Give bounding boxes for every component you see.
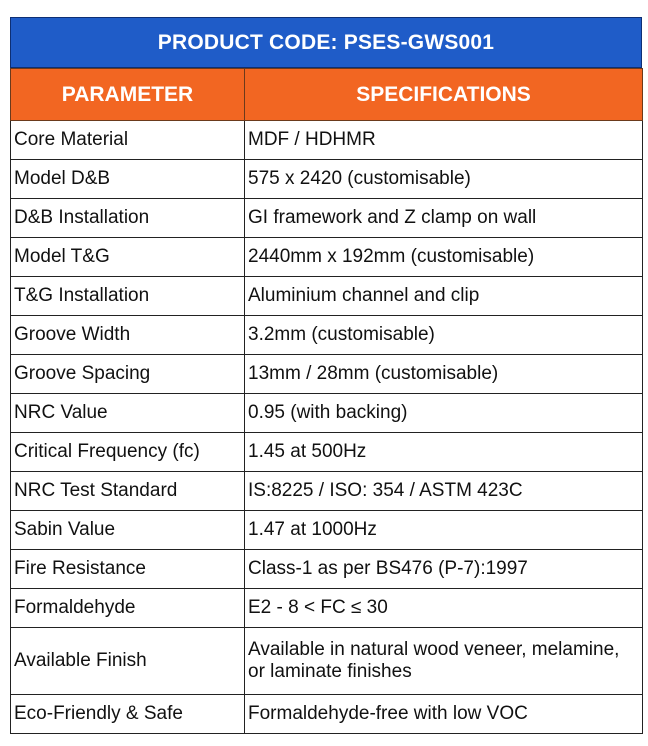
parameter-cell: Critical Frequency (fc) [11,433,245,472]
table-row [11,695,643,734]
spec-cell: 3.2mm (customisable) [245,316,643,355]
specifications-header: SPECIFICATIONS [245,69,643,121]
table-row [11,160,643,199]
parameter-cell: Formaldehyde [11,589,245,628]
spec-cell: IS:8225 / ISO: 354 / ASTM 423C [245,472,643,511]
spec-cell: 0.95 (with backing) [245,394,643,433]
spec-cell: 2440mm x 192mm (customisable) [245,238,643,277]
spec-cell: GI framework and Z clamp on wall [245,199,643,238]
spec-cell: E2 - 8 < FC ≤ 30 [245,589,643,628]
product-code-title: PRODUCT CODE: PSES-GWS001 [10,17,642,68]
spec-cell: 1.45 at 500Hz [245,433,643,472]
header-row [11,69,643,121]
parameter-cell: NRC Value [11,394,245,433]
table-row [11,628,643,695]
parameter-cell: NRC Test Standard [11,472,245,511]
parameter-header: PARAMETER [11,69,245,121]
table-row [11,316,643,355]
spec-cell: Aluminium channel and clip [245,277,643,316]
table-row [11,394,643,433]
parameter-cell: Fire Resistance [11,550,245,589]
spec-cell: Available in natural wood veneer, melamine, or laminate finishes [245,628,643,695]
table-row [11,199,643,238]
parameter-cell: T&G Installation [11,277,245,316]
spec-cell: MDF / HDHMR [245,121,643,160]
table-row [11,277,643,316]
parameter-cell: Sabin Value [11,511,245,550]
parameter-cell: Model D&B [11,160,245,199]
table-row [11,589,643,628]
spec-table [10,68,643,734]
parameter-cell: D&B Installation [11,199,245,238]
table-row [11,355,643,394]
parameter-cell: Available Finish [11,628,245,695]
parameter-cell: Core Material [11,121,245,160]
spec-cell: 1.47 at 1000Hz [245,511,643,550]
parameter-cell: Eco-Friendly & Safe [11,695,245,734]
table-row [11,238,643,277]
spec-cell: 575 x 2420 (customisable) [245,160,643,199]
spec-cell: Formaldehyde-free with low VOC [245,695,643,734]
parameter-cell: Groove Spacing [11,355,245,394]
spec-cell: Class-1 as per BS476 (P-7):1997 [245,550,643,589]
parameter-cell: Model T&G [11,238,245,277]
table-row [11,511,643,550]
table-row [11,121,643,160]
parameter-cell: Groove Width [11,316,245,355]
table-row [11,550,643,589]
spec-sheet [10,17,642,734]
table-row [11,472,643,511]
table-row [11,433,643,472]
spec-cell: 13mm / 28mm (customisable) [245,355,643,394]
